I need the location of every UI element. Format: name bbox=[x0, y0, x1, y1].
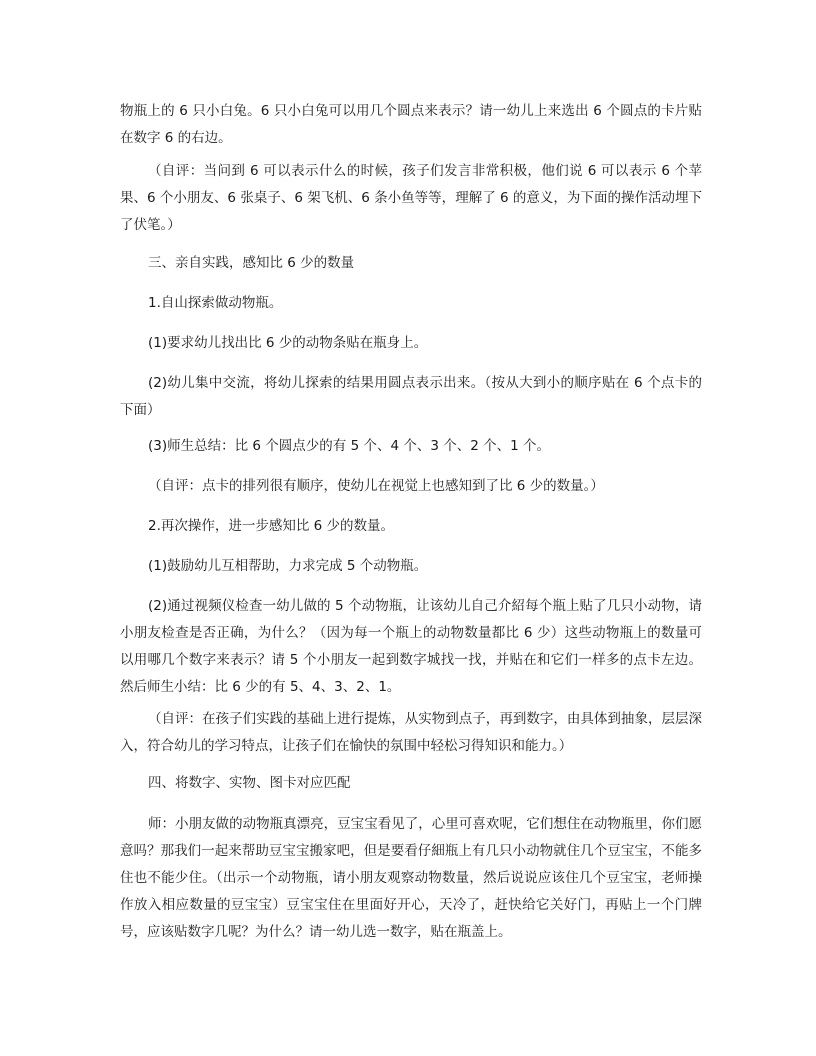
paragraph-continuation: 物瓶上的 6 只小白兔。6 只小白兔可以用几个圆点来表示？请一幼儿上来选出 6 个圆点的卡片贴在数字 6 的右边。 bbox=[120, 103, 702, 146]
section-heading-3: 三、亲自实践，感知比 6 少的数量 bbox=[148, 255, 355, 271]
step-1-item-2: (2)幼儿集中交流，将幼儿探索的结果用圆点表示出来。（按从大到小的顺序贴在 6 个点卡的下面） bbox=[120, 375, 702, 418]
paragraph-self-review-2: （自评：点卡的排列很有顺序，使幼儿在视觉上也感知到了比 6 少的数量。） bbox=[148, 478, 604, 494]
step-1-item-3: (3)师生总结：比 6 个圆点少的有 5 个、4 个、3 个、2 个、1 个。 bbox=[148, 438, 550, 454]
step-heading-1: 1.自山探索做动物瓶。 bbox=[148, 295, 283, 311]
step-2-item-2: (2)通过视频仪检查一幼儿做的 5 个动物瓶，让该幼儿自己介紹每个瓶上贴了几只小动物，请小朋友检查是否正确，为什么？（因为每一个瓶上的动物数量都比 6 少）这些动物瓶上的数量可以用哪几个数字来表示？请 5 个小朋友一起到数字城找一找，并贴在和它们一样多的点卡左边。然后师生小结：比 6 少的有 5、4、3、2、1。 bbox=[120, 598, 702, 695]
step-heading-2: 2.再次操作，进一步感知比 6 少的数量。 bbox=[148, 518, 395, 534]
step-1-item-1: (1)要求幼儿找出比 6 少的动物条贴在瓶身上。 bbox=[148, 335, 428, 351]
paragraph-self-review-1: （自评：当问到 6 可以表示什么的时候，孩子们发言非常积极，他们说 6 可以表示 6 个苹果、6 个小朋友、6 张桌子、6 架飞机、6 条小鱼等等，理解了 6 的意义，为下面的操作活动埋下了伏笔。） bbox=[120, 163, 702, 233]
step-2-item-1: (1)鼓励幼儿互相帮助，力求完成 5 个动物瓶。 bbox=[148, 558, 428, 574]
section-heading-4: 四、将数字、实物、图卡对应匹配 bbox=[148, 775, 351, 791]
paragraph-self-review-3: （自评：在孩子们实践的基础上进行提炼，从实物到点子，再到数字，由具体到抽象，层层深入，符合幼儿的学习特点，让孩子们在愉快的氛围中轻松习得知识和能力。） bbox=[120, 711, 702, 754]
paragraph-teacher-dialogue: 师：小朋友做的动物瓶真漂亮，豆宝宝看见了，心里可喜欢呢，它们想住在动物瓶里，你们愿意吗？那我们一起来帮助豆宝宝搬家吧，但是要看仔細瓶上有几只小动物就住几个豆宝宝，不能多住也不能少住。（出示一个动物瓶，请小朋友观察动物数量，然后说说应该住几个豆宝宝，老师操作放入相应数量的豆宝宝）豆宝宝住在里面好开心，天冷了，赶快给它关好门，再贴上一个门牌号，应该贴数字几呢？为什么？请一幼儿选一数字，贴在瓶盖上。 bbox=[120, 816, 702, 940]
